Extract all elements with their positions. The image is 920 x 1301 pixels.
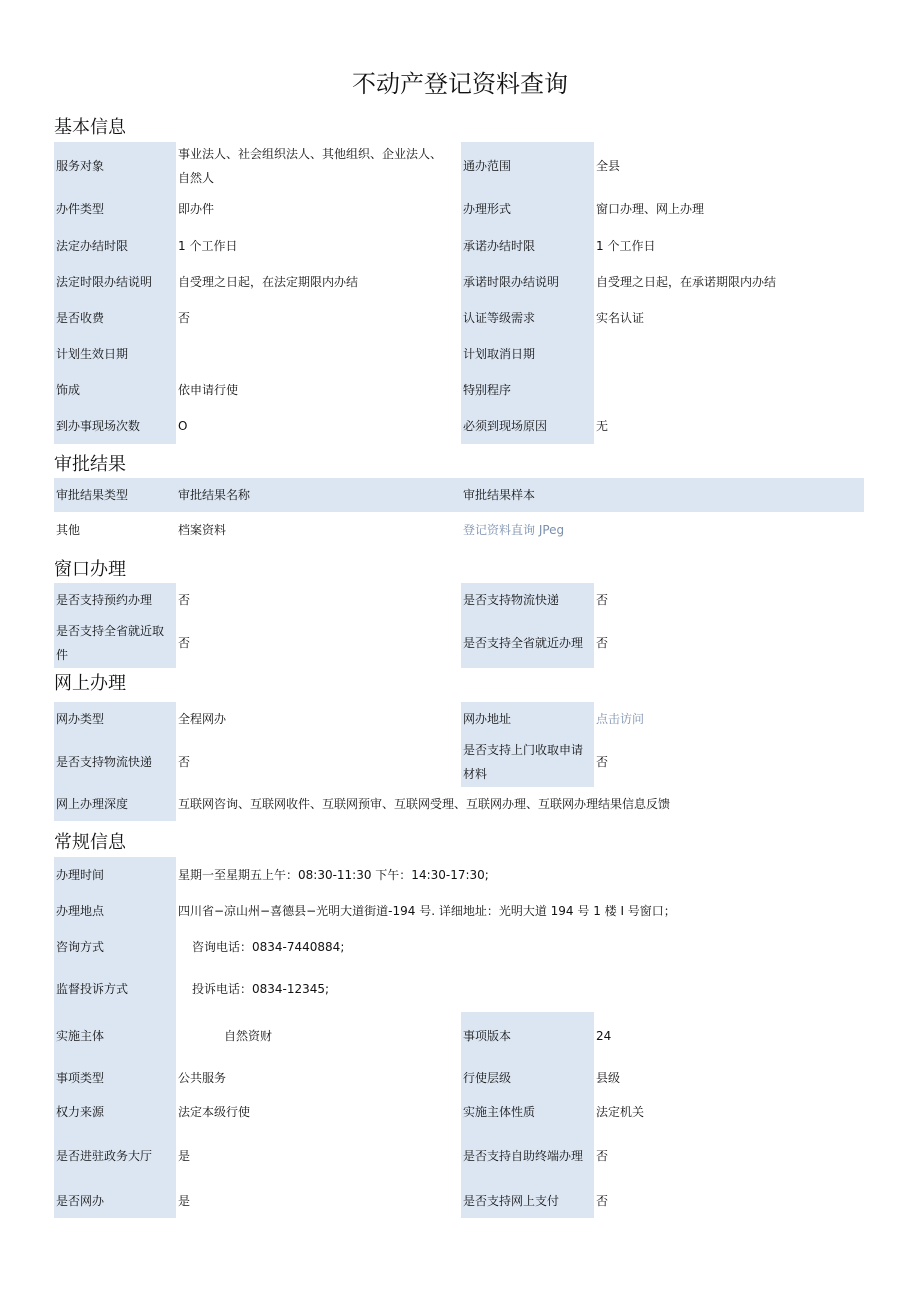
promise-desc-label: 承诺时限办结说明 [461, 264, 594, 300]
general-info-table [54, 1012, 864, 1218]
promise-limit-value: 1 个工作日 [596, 238, 656, 253]
result-name-value: 档案资料 [178, 523, 227, 537]
online-depth-label: 网上办理深度 [54, 787, 176, 821]
online-depth-value: 互联网咨询、互联网收件、互联网预审、互联网受理、互联网办理、互联网办理结果信息反馈 [178, 797, 671, 811]
form-value: 窗口办理、网上办理 [596, 201, 705, 216]
window-express-value: 否 [596, 593, 609, 607]
result-type-header: 审批结果类型 [54, 478, 176, 512]
nature-label: 实施主体性质 [461, 1096, 594, 1128]
type-label: 办件类型 [54, 190, 176, 227]
section-general-title: 常规信息 [54, 832, 126, 853]
nature-value: 法定机关 [596, 1105, 645, 1119]
nearby-pickup-label: 是否支持全省就近取件 [54, 617, 176, 668]
service-object-value: 事业法人、社会组织法人、其他组织、企业法人、自然人 [178, 147, 443, 185]
promise-limit-label: 承诺办结时限 [461, 227, 594, 264]
location-label: 办理地点 [54, 893, 176, 929]
pay-value: 否 [596, 1194, 609, 1208]
online-address-label: 网办地址 [461, 702, 594, 736]
consult-value: 咨询电话：0834-7440884; [192, 940, 345, 954]
level-label: 行使层级 [461, 1060, 594, 1096]
window-express-label: 是否支持物流快递 [461, 583, 594, 617]
complaint-value: 投诉电话：0834-12345; [192, 982, 330, 996]
special-value [594, 372, 864, 408]
result-name-header: 审批结果名称 [176, 478, 461, 512]
fee-label: 是否收费 [54, 300, 176, 336]
general-contact-table [54, 857, 864, 1013]
section-result-title: 审批结果 [54, 454, 126, 475]
online-express-label: 是否支持物流快递 [54, 736, 176, 787]
online-type-value: 全程网办 [178, 712, 227, 726]
result-sample-header: 审批结果样本 [461, 478, 864, 512]
page-title: 不动产登记资料查询 [352, 70, 568, 98]
effective-date-value [176, 336, 461, 372]
hall-label: 是否进驻政务大厅 [54, 1128, 176, 1184]
reason-value: 无 [596, 419, 609, 433]
result-type-value: 其他 [56, 523, 81, 537]
legal-limit-label: 法定办结时限 [54, 227, 176, 264]
auth-value: 实名认证 [596, 311, 645, 325]
online-address-link[interactable]: 点击访问 [596, 712, 645, 726]
cancel-date-value [594, 336, 864, 372]
hall-value: 是 [178, 1149, 191, 1163]
complaint-label: 监督投诉方式 [54, 965, 176, 1013]
legal-desc-label: 法定时限办结说明 [54, 264, 176, 300]
power-label: 权力来源 [54, 1096, 176, 1128]
type-value: 即办件 [178, 201, 215, 216]
online-table [54, 702, 864, 821]
version-value: 24 [596, 1029, 612, 1043]
reason-label: 必须到现场原因 [461, 408, 594, 444]
appointment-label: 是否支持预约办理 [54, 583, 176, 617]
hours-value: 星期一至星期五上午：08:30-11:30 下午：14:30-17:30; [178, 868, 489, 882]
form-label: 办理形式 [461, 190, 594, 227]
version-label: 事项版本 [461, 1012, 594, 1060]
location-value: 四川省−凉山州−喜德县−光明大道街道-194 号. 详细地址：光明大道 194 号 1 楼 I 号窗口； [178, 904, 676, 918]
is-online-label: 是否网办 [54, 1184, 176, 1218]
auth-label: 认证等级需求 [461, 300, 594, 336]
online-express-value: 否 [178, 754, 191, 769]
fee-value: 否 [178, 311, 191, 325]
item-type-value: 公共服务 [178, 1071, 227, 1085]
result-table [54, 478, 864, 548]
scope-label: 通办范围 [461, 142, 594, 190]
power-value: 法定本级行使 [178, 1105, 251, 1119]
nearby-handle-label: 是否支持全省就近办理 [461, 617, 594, 668]
visits-value: O [178, 419, 188, 433]
appointment-value: 否 [178, 593, 191, 607]
hours-label: 办理时间 [54, 857, 176, 893]
pay-label: 是否支持网上支付 [461, 1184, 594, 1218]
result-sample-link[interactable]: 登记资料直询 JPeg [463, 523, 565, 537]
window-table [54, 583, 864, 668]
online-type-label: 网办类型 [54, 702, 176, 736]
is-online-value: 是 [178, 1194, 191, 1208]
formed-label: 饰成 [54, 372, 176, 408]
nearby-handle-value: 否 [596, 635, 609, 650]
legal-limit-value: 1 个工作日 [178, 238, 238, 253]
legal-desc-value: 自受理之日起，在法定期限内办结 [178, 275, 359, 289]
doorstep-label: 是否支持上门收取申请材料 [461, 736, 594, 787]
scope-value: 全县 [596, 159, 621, 173]
subject-label: 实施主体 [54, 1012, 176, 1060]
effective-date-label: 计划生效日期 [54, 336, 176, 372]
item-type-label: 事项类型 [54, 1060, 176, 1096]
formed-value: 依申请行使 [178, 383, 239, 397]
terminal-label: 是否支持自助终端办理 [461, 1128, 594, 1184]
section-basic-title: 基本信息 [54, 117, 126, 138]
terminal-value: 否 [596, 1149, 609, 1163]
special-label: 特别程序 [461, 372, 594, 408]
nearby-pickup-value: 否 [178, 635, 191, 650]
doorstep-value: 否 [596, 754, 609, 769]
service-object-label: 服务对象 [54, 142, 176, 190]
subject-value: 自然资财 [224, 1029, 273, 1043]
promise-desc-value: 自受理之日起，在承诺期限内办结 [596, 275, 777, 289]
basic-info-table [54, 142, 864, 444]
visits-label: 到办事现场次数 [54, 408, 176, 444]
consult-label: 咨询方式 [54, 929, 176, 965]
level-value: 县级 [596, 1071, 621, 1085]
cancel-date-label: 计划取消日期 [461, 336, 594, 372]
section-window-title: 窗口办理 [54, 559, 126, 580]
section-online-title: 网上办理 [54, 673, 126, 694]
